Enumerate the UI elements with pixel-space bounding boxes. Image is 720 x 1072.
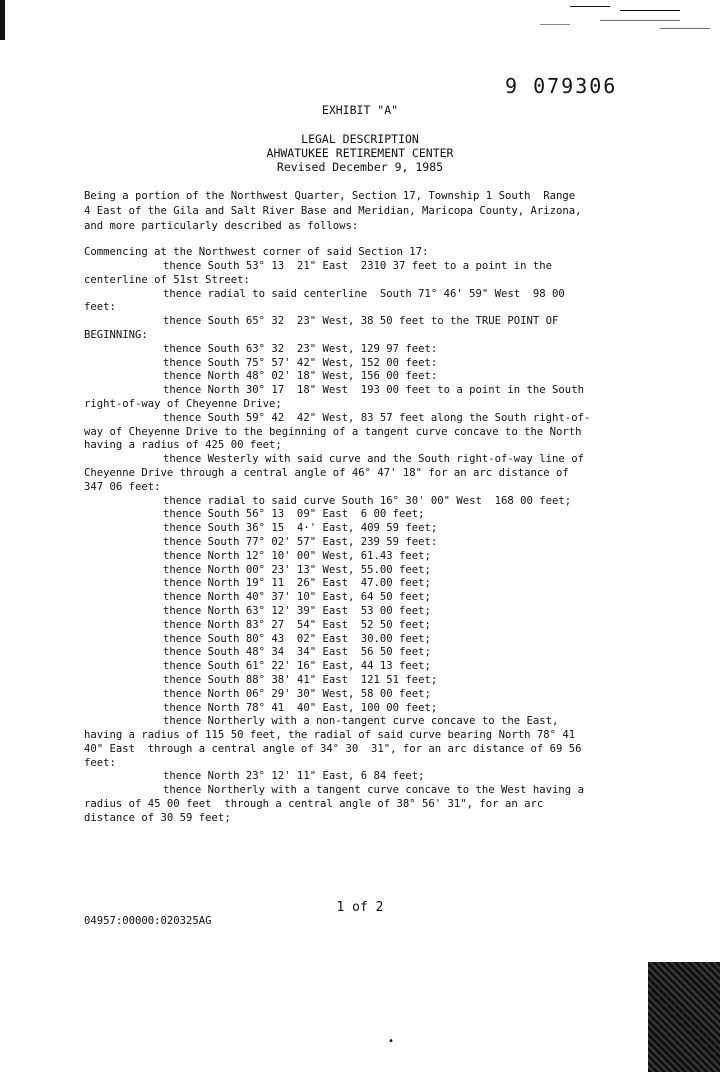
commencing-line: Commencing at the Northwest corner of said Section 17: (84, 246, 429, 258)
description-line: thence North 12° 10' 00" West, 61.43 feet; (163, 549, 431, 562)
description-line: thence North 06° 29' 30" West, 58 00 feet; (163, 687, 431, 700)
description-line: thence Northerly with a non-tangent curve concave to the East, (163, 715, 559, 728)
description-line: feet: (84, 756, 116, 769)
page-number: 1 of 2 (336, 900, 384, 915)
description-line: having a radius of 115 50 feet, the radial of said curve bearing North 78° 41 (84, 729, 576, 742)
scan-noise (660, 28, 710, 29)
description-line: thence South 53° 13 21" East 2310 37 feet to a point in the (163, 260, 553, 272)
description-line: thence South 48° 34 34" East 56 50 feet; (163, 646, 431, 659)
scan-dot: • (388, 1036, 395, 1047)
description-line: thence South 36° 15 4·' East, 409 59 feet; (163, 522, 438, 535)
scan-noise (600, 20, 680, 21)
description-line: way of Cheyenne Drive to the beginning of a tangent curve concave to the North (84, 425, 582, 438)
description-line: thence radial to said curve South 16° 30' 00" West 168 00 feet; (163, 494, 572, 507)
description-line: thence South 75° 57' 42" West, 152 00 feet: (163, 356, 438, 369)
scan-corner-artifact (648, 962, 720, 1072)
intro-line: and more particularly described as follows: (84, 220, 359, 232)
description-line: thence South 77° 02' 57" East, 239 59 feet: (163, 535, 438, 548)
description-line: thence South 80° 43 02" East 30.00 feet; (163, 632, 431, 645)
legal-description-body (84, 260, 640, 826)
description-line: thence South 61° 22' 16" East, 44 13 feet; (163, 660, 431, 673)
scan-noise (620, 10, 680, 11)
exhibit-title: EXHIBIT "A" (321, 103, 399, 117)
heading-line-3: Revised December 9, 1985 (276, 160, 444, 174)
description-line: thence North 30° 17 18" West 193 00 feet to a point in the South (163, 384, 584, 397)
description-line: thence South 88° 38' 41" East 121 51 feet; (163, 673, 438, 686)
description-line: distance of 30 59 feet; (84, 811, 231, 824)
description-line: 40" East through a central angle of 34° 30 31", for an arc distance of 69 56 (84, 742, 582, 755)
scan-edge-mark (0, 0, 5, 40)
description-line: thence North 23° 12' 11" East, 6 84 feet; (163, 770, 425, 783)
description-line: thence Northerly with a tangent curve concave to the West having a (163, 784, 584, 797)
document-number: 9 079306 (505, 74, 618, 98)
heading-line-1: LEGAL DESCRIPTION (301, 132, 419, 146)
description-line: thence North 83° 27 54" East 52 50 feet; (163, 618, 431, 631)
description-line: thence South 59° 42 42" West, 83 57 feet along the South right-of- (163, 411, 591, 424)
description-line: thence North 40° 37' 10" East, 64 50 feet; (163, 591, 431, 604)
description-line: Cheyenne Drive through a central angle of 46° 47' 18" for an arc distance of (84, 466, 569, 479)
description-line: thence South 63° 32 23" West, 129 97 feet: (163, 342, 438, 355)
description-line: BEGINNING: (84, 328, 148, 341)
description-line: radius of 45 00 feet through a central angle of 38° 56' 31", for an arc (84, 798, 544, 811)
description-line: thence South 65° 32 23" West, 38 50 feet to the TRUE POINT OF (163, 315, 559, 328)
description-line: thence North 19° 11 26" East 47.00 feet; (163, 577, 431, 590)
description-line: 347 06 feet: (84, 480, 161, 493)
intro-line: 4 East of the Gila and Salt River Base and Meridian, Maricopa County, Arizona, (84, 205, 582, 217)
scan-noise (570, 6, 610, 7)
description-line: thence Westerly with said curve and the South right-of-way line of (163, 453, 584, 466)
heading-line-2: AHWATUKEE RETIREMENT CENTER (266, 146, 454, 160)
description-line: thence North 63° 12' 39" East 53 00 feet; (163, 604, 431, 617)
description-line: thence North 48° 02' 18" West, 156 00 feet: (163, 370, 438, 383)
description-line: right-of-way of Cheyenne Drive; (84, 397, 282, 410)
description-line: thence North 78° 41 40" East, 100 00 feet; (163, 701, 438, 714)
intro-line: Being a portion of the Northwest Quarter, Section 17, Township 1 South Range (84, 190, 576, 202)
description-line: thence North 00° 23' 13" West, 55.00 feet; (163, 563, 431, 576)
description-line: thence radial to said centerline South 71° 46' 59" West 98 00 (163, 287, 565, 300)
description-line: feet: (84, 301, 116, 314)
description-line: thence South 56° 13 09" East 6 00 feet; (163, 508, 425, 521)
description-line: centerline of 51st Street: (84, 273, 250, 286)
footer-code: 04957:00000:020325AG (84, 915, 212, 927)
description-line: having a radius of 425 00 feet; (84, 439, 282, 452)
scan-noise (540, 24, 570, 25)
